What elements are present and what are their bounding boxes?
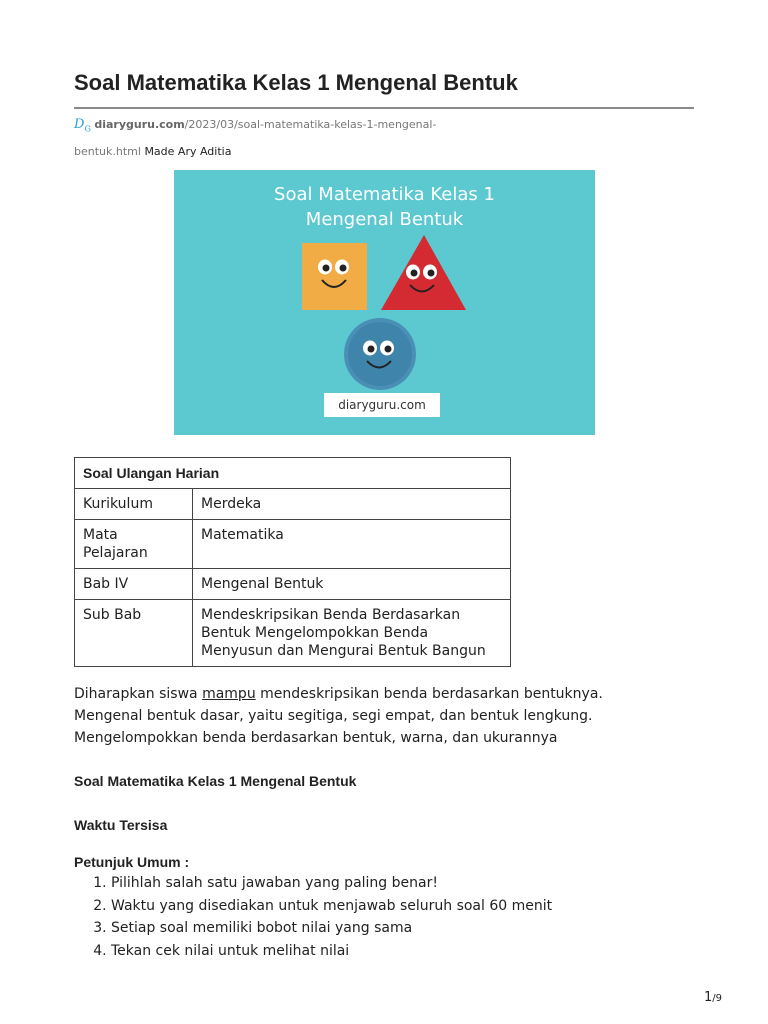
table-header-row [75, 458, 511, 489]
list-item: 4. Tekan cek nilai untuk melihat nilai [111, 940, 552, 963]
table-cell-key: Sub Bab [75, 600, 193, 667]
article-banner-image [174, 170, 595, 435]
list-item: 2. Waktu yang disediakan untuk menjawab seluruh soal 60 menit [111, 895, 552, 918]
intro-paragraph: Diharapkan siswa mampu mendeskripsikan benda berdasarkan bentuknya. Mengenal bentuk dasar, yaitu segitiga, segi empat, dan bentuk lengkung. Mengelompokkan benda berdasarkan bentuk, warna, dan ukurannya [74, 686, 603, 746]
table-cell-value: Mengenal Bentuk [193, 569, 511, 600]
title-divider [74, 107, 694, 109]
section-title: Soal Matematika Kelas 1 Mengenal Bentuk [74, 773, 357, 789]
banner-site-label: diaryguru.com [324, 393, 440, 417]
table-cell-key: Mata Pelajaran [75, 520, 193, 569]
table-row [75, 489, 511, 520]
table-header: Soal Ulangan Harian [75, 458, 511, 489]
instructions-list [74, 872, 552, 962]
table-row [75, 569, 511, 600]
source-link[interactable]: diaryguru.com/2023/03/soal-matematika-kelas-1-mengenal- bentuk.html [74, 118, 437, 158]
table-cell-value: Matematika [193, 520, 511, 569]
list-item: 3. Setiap soal memiliki bobot nilai yang sama [111, 917, 552, 940]
banner-title: Soal Matematika Kelas 1 Mengenal Bentuk [274, 184, 495, 230]
table-cell-value: Merdeka [193, 489, 511, 520]
timer-label: Waktu Tersisa [74, 817, 168, 833]
table-cell-value: Mendeskripsikan Benda Berdasarkan Bentuk Mengelompokkan Benda Menyusun dan Mengurai Bentuk Bangun [193, 600, 511, 667]
square-shape-icon [302, 243, 367, 310]
mampu-link[interactable]: mampu [202, 686, 256, 702]
site-logo-icon: $D_G$ [74, 117, 91, 134]
table-cell-key: Kurikulum [75, 489, 193, 520]
instructions-heading: Petunjuk Umum : [74, 854, 190, 870]
list-item: 1. Pilihlah salah satu jawaban yang paling benar! [111, 872, 552, 895]
author-name: Made Ary Aditia [144, 144, 232, 158]
table-row [75, 520, 511, 569]
page-title: Soal Matematika Kelas 1 Mengenal Bentuk [74, 70, 518, 95]
table-cell-key: Bab IV [75, 569, 193, 600]
table-row [75, 600, 511, 667]
exam-info-table [74, 457, 511, 667]
source-line [74, 114, 514, 163]
page-number: 1/9 [704, 990, 723, 1005]
